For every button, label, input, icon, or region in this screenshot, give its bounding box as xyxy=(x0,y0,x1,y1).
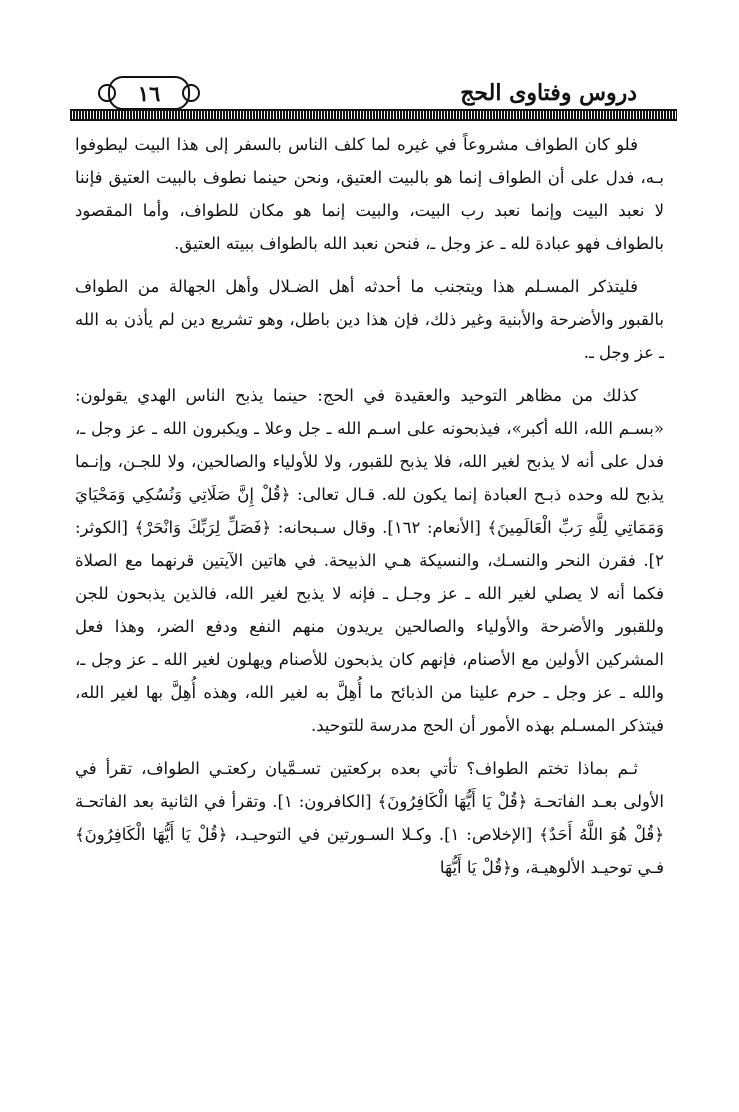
paragraph-2: فليتذكر المسـلم هذا ويتجنب ما أحدثه أهل الضـلال وأهل الجهالة من الطواف بالقبور والأضرحة والأبنية وغير ذلك، فإن هذا دين باطل، وهو تشريع دين لم يأذن به الله ـ عز وجل ـ. xyxy=(75,277,664,362)
paragraph-4: ثـم بماذا تختم الطواف؟ تأتي بعده بركعتين تسـمَّيان ركعتـي الطواف، تقرأ في الأولى بعـد الفاتحـة ﴿قُلْ يَا أَيُّهَا الْكَافِرُونَ﴾ [الكافرون: ١]. وتقرأ في الثانية بعد الفاتحـة ﴿قُلْ هُوَ اللَّهُ أَحَدٌ﴾ [الإخلاص: ١]. وكـلا السـورتين في التوحيـد، ﴿قُلْ يَا أَيُّهَا الْكَافِرُونَ﴾ فـي توحيـد الألوهيـة، و﴿قُلْ يَا أَيُّهَا xyxy=(75,759,664,877)
paragraph-1: فلو كان الطواف مشروعاً في غيره لما كلف الناس بالسفر إلى هذا البيت ليطوفوا بـه، فدل على أن الطواف إنما هو بالبيت العتيق، ونحن حينما نطوف بالبيت العتيق فإننا لا نعبد البيت وإنما نعبد رب البيت، والبيت إنما هو مكان للطواف، وأما المقصود بالطواف فهو عبادة لله ـ عز وجل ـ، فنحن نعبد الله بالطواف ببيته العتيق. xyxy=(75,135,664,253)
running-title: دروس وفتاوى الحج xyxy=(460,80,637,106)
page-number-badge xyxy=(108,76,190,110)
paragraph-3: كذلك من مظاهر التوحيد والعقيدة في الحج: حينما يذبح الناس الهدي يقولون: «بسـم الله، الله أكبر»، فيذبحونه على اسـم الله ـ جل وعلا ـ ويكبرون الله ـ عز وجل ـ، فدل على أنه لا يذبح لغير الله، فلا يذبح للقبور، ولا للأولياء والصالحين، ولا للجـن، وإنـما يذبح لله وحده ذبـح العبادة إنما يكون لله. قـال تعالى: ﴿قُلْ إِنَّ صَلَاتِي وَنُسُكِي وَمَحْيَايَ وَمَمَاتِي لِلَّهِ رَبِّ الْعَالَمِينَ﴾ [الأنعام: ١٦٢]. وقال سـبحانه: ﴿فَصَلِّ لِرَبِّكَ وَانْحَرْ﴾ [الكوثر: ٢]. فقرن النحر والنسـك، والنسيكة هـي الذبيحة. في هاتين الآيتين قرنهما مع الصلاة فكما أنه لا يصلي لغير الله ـ عز وجـل ـ فإنه لا يذبح لغير الله، فالذين يذبحون للجن وللقبور والأضرحة والأولياء والصالحين يريدون منهم النفع ودفع الضر، وهذا فعل المشركين الأولين مع الأصنام، فإنهم كان يذبحون للأصنام ويهلون لغير الله ـ عز وجل ـ، والله ـ عز وجل ـ حرم علينا من الذبائح ما أُهِلَّ به لغير الله، وهذه أُهِلَّ بها لغير الله، فيتذكر المسـلم بهذه الأمور أن الحج مدرسة للتوحيد. xyxy=(75,386,664,735)
page-header xyxy=(70,62,677,118)
page-body xyxy=(75,128,664,894)
page-number: ١٦ xyxy=(137,80,161,106)
header-rule xyxy=(70,109,677,121)
